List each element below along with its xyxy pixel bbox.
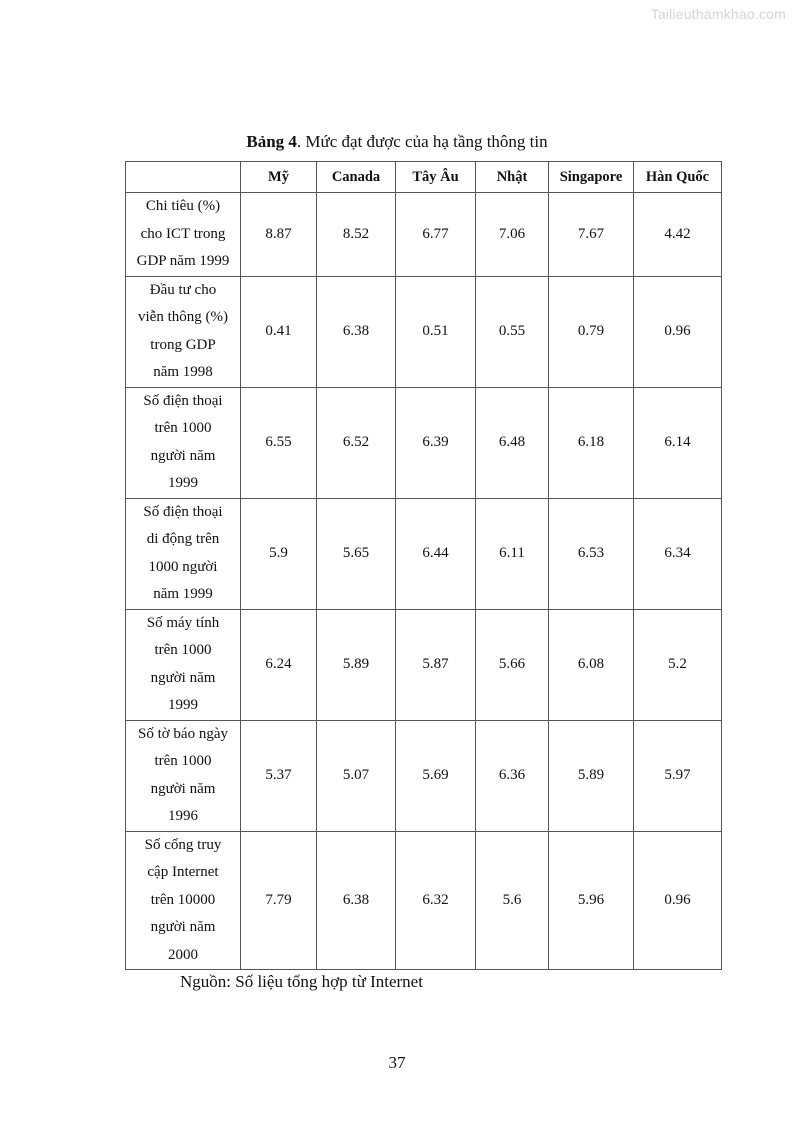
row-label-line: trên 1000: [154, 420, 212, 436]
page-number: 37: [388, 1053, 406, 1072]
row-label-line: người năm: [150, 919, 216, 935]
table-caption-title: . Mức đạt được của hạ tầng thông tin: [296, 132, 548, 151]
value-cell: 5.65: [317, 498, 396, 609]
value-cell: 0.55: [476, 276, 549, 387]
row-label-line: trên 10000: [150, 891, 216, 908]
row-label-line: cập Internet: [147, 864, 219, 880]
row-label-line: trong GDP: [150, 336, 216, 353]
row-label-line: người năm: [150, 447, 216, 464]
header-cell: Singapore: [549, 162, 634, 193]
row-label-line: cho ICT trong: [140, 225, 226, 242]
value-cell: 0.96: [634, 276, 722, 387]
value-cell: 5.66: [476, 609, 549, 720]
row-label-cell: [126, 193, 241, 277]
row-label-line: 2000: [168, 946, 198, 963]
table-caption: [0, 132, 794, 152]
value-cell: 6.44: [396, 498, 476, 609]
row-label-line: Số điện thoại: [143, 503, 223, 520]
value-cell: 6.52: [317, 387, 396, 498]
header-cell: Mỹ: [241, 162, 317, 193]
row-label-line: Số điện thoại: [143, 392, 223, 409]
table-row: [126, 720, 722, 831]
value-cell: 6.55: [241, 387, 317, 498]
value-cell: 0.41: [241, 276, 317, 387]
header-cell: Canada: [317, 162, 396, 193]
value-cell: 0.96: [634, 831, 722, 970]
value-cell: 8.87: [241, 193, 317, 277]
header-cell: Hàn Quốc: [634, 162, 722, 193]
value-cell: 6.77: [396, 193, 476, 277]
value-cell: 6.38: [317, 831, 396, 970]
value-cell: 6.24: [241, 609, 317, 720]
value-cell: 6.53: [549, 498, 634, 609]
row-label-cell: [126, 720, 241, 831]
value-cell: 7.79: [241, 831, 317, 970]
row-label-line: trên 1000: [154, 753, 212, 769]
value-cell: 5.87: [396, 609, 476, 720]
value-cell: 7.06: [476, 193, 549, 277]
table-header-row: [126, 162, 722, 193]
header-cell: Tây Âu: [396, 162, 476, 193]
value-cell: 6.38: [317, 276, 396, 387]
table-body: [126, 193, 722, 970]
source-note: Nguồn: Số liệu tổng hợp từ Internet: [180, 972, 423, 991]
row-label-line: GDP năm 1999: [136, 253, 230, 269]
table-row: [126, 609, 722, 720]
row-label-cell: [126, 609, 241, 720]
row-label-cell: [126, 387, 241, 498]
row-label-cell: [126, 498, 241, 609]
row-label-line: Đầu tư cho: [149, 281, 217, 298]
value-cell: 6.14: [634, 387, 722, 498]
value-cell: 5.89: [317, 609, 396, 720]
watermark: Tailieuthamkhao.com: [650, 6, 786, 22]
table-row: [126, 193, 722, 277]
value-cell: 5.89: [549, 720, 634, 831]
ict-infrastructure-table: [125, 161, 722, 970]
table-row: [126, 387, 722, 498]
row-label-line: di động trên: [146, 531, 220, 547]
value-cell: 6.08: [549, 609, 634, 720]
row-label-cell: [126, 831, 241, 970]
value-cell: 4.42: [634, 193, 722, 277]
row-label-line: năm 1999: [153, 586, 213, 602]
row-label-line: người năm: [150, 780, 216, 797]
value-cell: 6.11: [476, 498, 549, 609]
value-cell: 5.2: [634, 609, 722, 720]
row-label-line: năm 1998: [153, 364, 213, 380]
value-cell: 6.34: [634, 498, 722, 609]
value-cell: 6.48: [476, 387, 549, 498]
row-label-line: 1000 người: [148, 558, 218, 575]
value-cell: 6.39: [396, 387, 476, 498]
value-cell: 5.69: [396, 720, 476, 831]
value-cell: 5.97: [634, 720, 722, 831]
value-cell: 0.51: [396, 276, 476, 387]
row-label-line: người năm: [150, 669, 216, 686]
row-label-line: trên 1000: [154, 642, 212, 658]
value-cell: 7.67: [549, 193, 634, 277]
value-cell: 5.37: [241, 720, 317, 831]
value-cell: 5.9: [241, 498, 317, 609]
value-cell: 8.52: [317, 193, 396, 277]
row-label-line: Số cổng truy: [144, 836, 222, 853]
table-row: [126, 498, 722, 609]
row-label-line: Số tờ báo ngày: [137, 725, 228, 742]
value-cell: 5.6: [476, 831, 549, 970]
value-cell: 0.79: [549, 276, 634, 387]
row-label-line: viễn thông (%): [138, 309, 228, 325]
table-row: [126, 276, 722, 387]
header-cell: [126, 162, 241, 193]
row-label-line: 1999: [168, 475, 198, 491]
row-label-line: Số máy tính: [146, 614, 220, 631]
table-caption-label: Bảng 4: [246, 132, 297, 151]
row-label-line: Chi tiêu (%): [145, 198, 221, 214]
row-label-line: 1999: [168, 697, 198, 713]
row-label-cell: [126, 276, 241, 387]
value-cell: 6.18: [549, 387, 634, 498]
header-cell: Nhật: [476, 162, 549, 193]
row-label-line: 1996: [168, 808, 198, 824]
value-cell: 5.96: [549, 831, 634, 970]
value-cell: 6.32: [396, 831, 476, 970]
value-cell: 6.36: [476, 720, 549, 831]
value-cell: 5.07: [317, 720, 396, 831]
table-row: [126, 831, 722, 970]
